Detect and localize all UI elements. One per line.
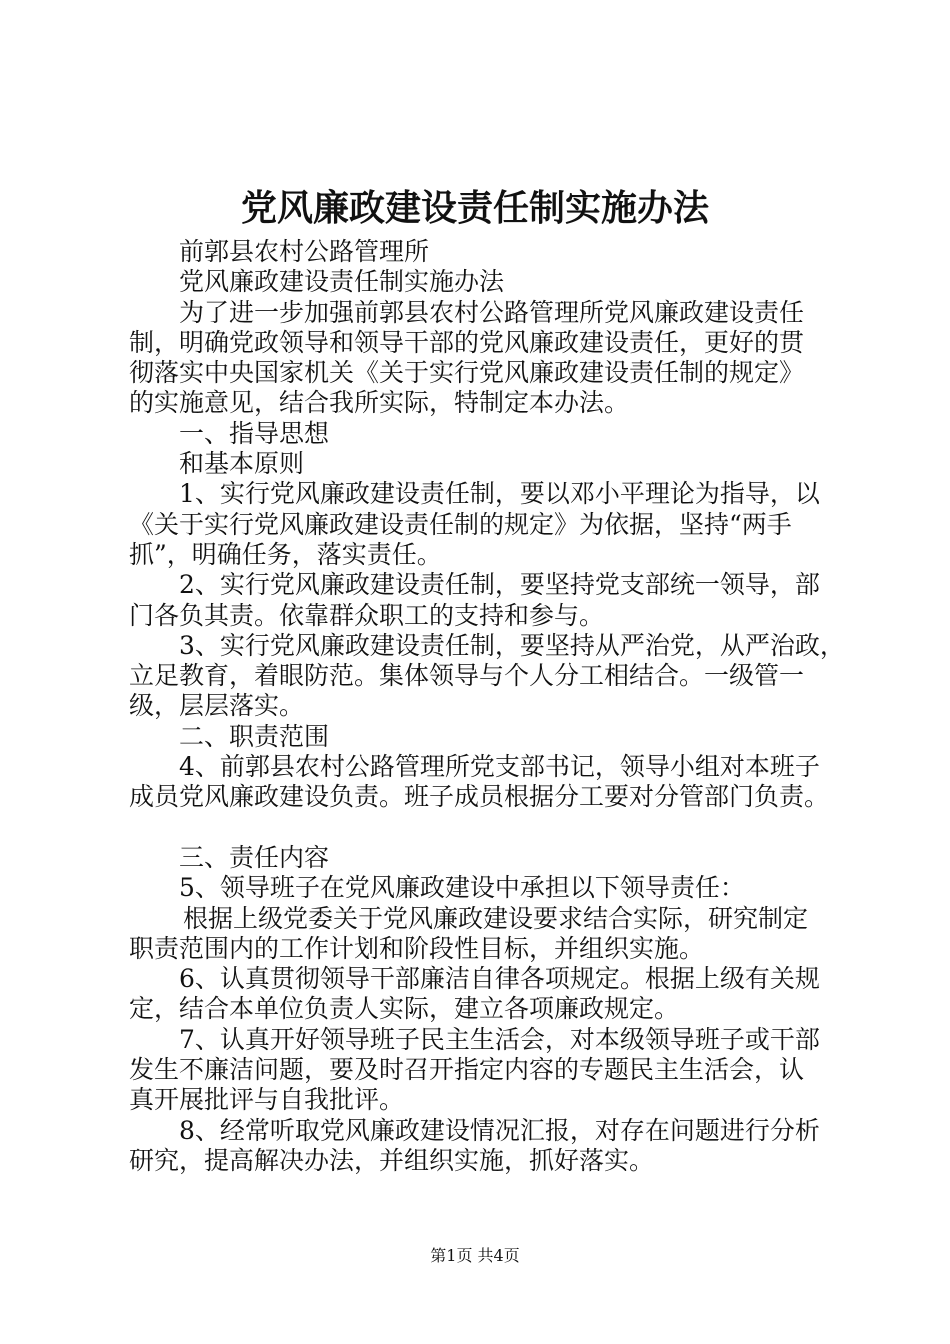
body-line: 研究，提高解决办法，并组织实施，抓好落实。 [129, 1145, 655, 1175]
section-heading: 和基本原则 [179, 449, 305, 479]
body-line: 定，结合本单位负责人实际，建立各项廉政规定。 [129, 994, 680, 1024]
body-line: 发生不廉洁问题，要及时召开指定内容的专题民主生活会，认 [129, 1055, 805, 1085]
body-line: 6、认真贯彻领导干部廉洁自律各项规定。根据上级有关规 [179, 964, 820, 994]
body-line: 2、实行党风廉政建设责任制，要坚持党支部统一领导，部 [179, 570, 820, 600]
section-heading: 一、指导思想 [179, 418, 330, 448]
body-line: 级，层层落实。 [129, 691, 305, 721]
body-line: 5、领导班子在党风廉政建设中承担以下领导责任： [179, 873, 745, 903]
body-line: 成员党风廉政建设负责。班子成员根据分工要对分管部门负责。 [129, 782, 830, 812]
page-footer: 第1页 共4页 [430, 1246, 520, 1265]
document-body [129, 237, 845, 1176]
body-line: 真开展批评与自我批评。 [129, 1085, 405, 1115]
body-line: 4、前郭县农村公路管理所党支部书记，领导小组对本班子 [179, 752, 820, 782]
body-line: 抓”，明确任务，落实责任。 [129, 539, 442, 569]
section-heading: 三、责任内容 [179, 842, 330, 872]
body-line: 彻落实中央国家机关《关于实行党风廉政建设责任制的规定》 [129, 358, 805, 388]
body-line: 7、认真开好领导班子民主生活会，对本级领导班子或干部 [179, 1024, 820, 1054]
section-heading: 二、职责范围 [179, 721, 330, 751]
body-line: 立足教育，着眼防范。集体领导与个人分工相结合。一级管一 [129, 661, 805, 691]
body-line: 制，明确党政领导和领导干部的党风廉政建设责任，更好的贯 [129, 327, 805, 357]
body-line: 根据上级党委关于党风廉政建设要求结合实际，研究制定 [183, 903, 809, 933]
body-line: 为了进一步加强前郭县农村公路管理所党风廉政建设责任 [179, 297, 805, 327]
body-line: 《关于实行党风廉政建设责任制的规定》为依据，坚持“两手 [129, 509, 792, 539]
body-line: 的实施意见，结合我所实际，特制定本办法。 [129, 388, 630, 418]
blank-line [129, 813, 834, 843]
body-line: 职责范围内的工作计划和阶段性目标，并组织实施。 [129, 933, 705, 963]
body-line: 1、实行党风廉政建设责任制，要以邓小平理论为指导，以 [179, 479, 820, 509]
body-line: 门各负其责。依靠群众职工的支持和参与。 [129, 600, 605, 630]
document-title: 党风廉政建设责任制实施办法 [240, 187, 709, 229]
body-line: 8、经常听取党风廉政建设情况汇报，对存在问题进行分析 [179, 1115, 820, 1145]
body-line: 3、实行党风廉政建设责任制，要坚持从严治党，从严治政， [179, 630, 845, 660]
body-line: 前郭县农村公路管理所 [179, 237, 430, 266]
body-line: 党风廉政建设责任制实施办法 [179, 267, 505, 297]
